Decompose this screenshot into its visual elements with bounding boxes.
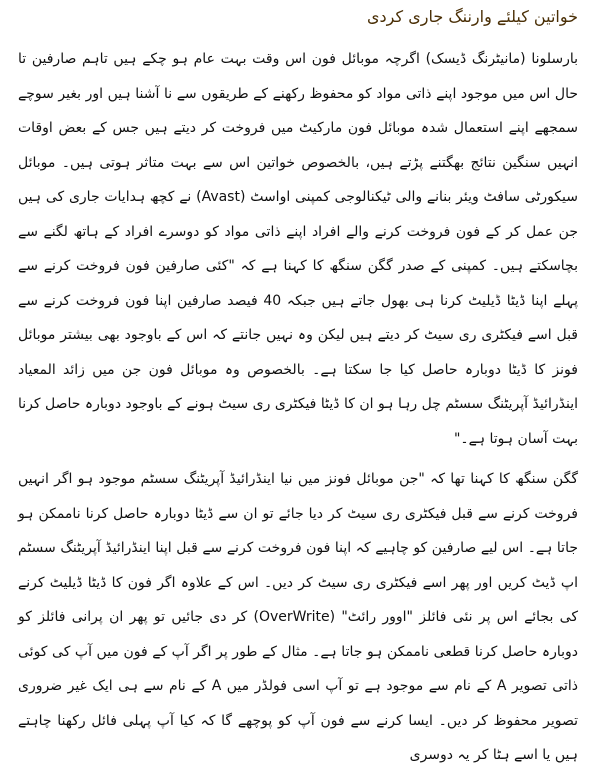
article-paragraph-1: بارسلونا (مانیٹرنگ ڈیسک) اگرچہ موبائل فون اس وقت بہت عام ہو چکے ہیں تاہم صارفین تا حال اس میں موجود اپنے ذاتی مواد کو محفوظ رکھنے کے طریقوں سے نا آشنا ہیں اور بغیر سوچے سمجھے اپنے استعمال شدہ موبائل فون مارکیٹ میں فروخت کر دیتے ہیں جس کے بعض اوقات انہیں سنگین نتائج بھگتنے پڑتے ہیں، بالخصوص خواتین اس سے بہت متاثر ہوتی ہیں۔ موبائل سیکورٹی سافٹ ویئر بنانے والی ٹیکنالوجی کمپنی اواسٹ (Avast) نے کچھ ہدایات جاری کی ہیں جن عمل کر کے فون فروخت کرنے والے افراد اپنے ذاتی مواد کو دوسرے افراد کے ہاتھ لگنے سے بچاسکتے ہیں۔ کمپنی کے صدر گگن سنگھ کا کہنا ہے کہ "کئی صارفین فون فروخت کرنے سے پہلے اپنا ڈیٹا ڈیلیٹ کرنا ہی بھول جاتے ہیں جبکہ 40 فیصد صارفین اپنا فون فروخت کرنے سے قبل اسے فیکٹری ری سیٹ کر دیتے ہیں لیکن وہ نہیں جانتے کہ اس کے باوجود بھی بیشتر موبائل فونز کا ڈیٹا دوبارہ حاصل کیا جا سکتا ہے۔ بالخصوص وہ موبائل فون جن میں زائد المعیاد اینڈرائیڈ آپریٹنگ سسٹم چل رہا ہو ان کا ڈیٹا فیکٹری ری سیٹ ہونے کے باوجود دوبارہ حاصل کرنا بہت آسان ہوتا ہے۔"	[18, 51, 579, 447]
article-headline: خواتین کیلئے وارننگ جاری کردی	[367, 7, 578, 26]
article-paragraph-2: گگن سنگھ کا کہنا تھا کہ "جن موبائل فونز میں نیا اینڈرائیڈ آپریٹنگ سسٹم موجود ہو اگر انہیں فروخت کرنے سے قبل فیکٹری ری سیٹ کر دیا جائے تو ان سے ڈیٹا دوبارہ حاصل کرنا ناممکن ہو جاتا ہے۔ اس لیے صارفین کو چاہیے کہ اپنا فون فروخت کرنے سے قبل اپنا اینڈرائیڈ آپریٹنگ سسٹم اپ ڈیٹ کریں اور پھر اسے فیکٹری ری سیٹ کر دیں۔ اس کے علاوہ اگر فون کا ڈیٹا ڈیلیٹ کرنے کی بجائے اس پر نئی فائلز "اوور رائٹ" (OverWrite) کر دی جائیں تو پھر ان پرانی فائلز کو دوبارہ حاصل کرنا قطعی ناممکن ہو جاتا ہے۔ مثال کے طور پر اگر آپ کے فون میں آپ کی کوئی ذاتی تصویر A کے نام سے موجود ہے تو آپ اسی فولڈر میں A کے نام سے ہی ایک غیر ضروری تصویر محفوظ کر دیں۔ ایسا کرنے سے فون آپ کو پوچھے گا کہ کیا آپ پہلی فائل رکھنا چاہتے ہیں یا اسے ہٹا کر یہ دوسری	[18, 471, 578, 763]
